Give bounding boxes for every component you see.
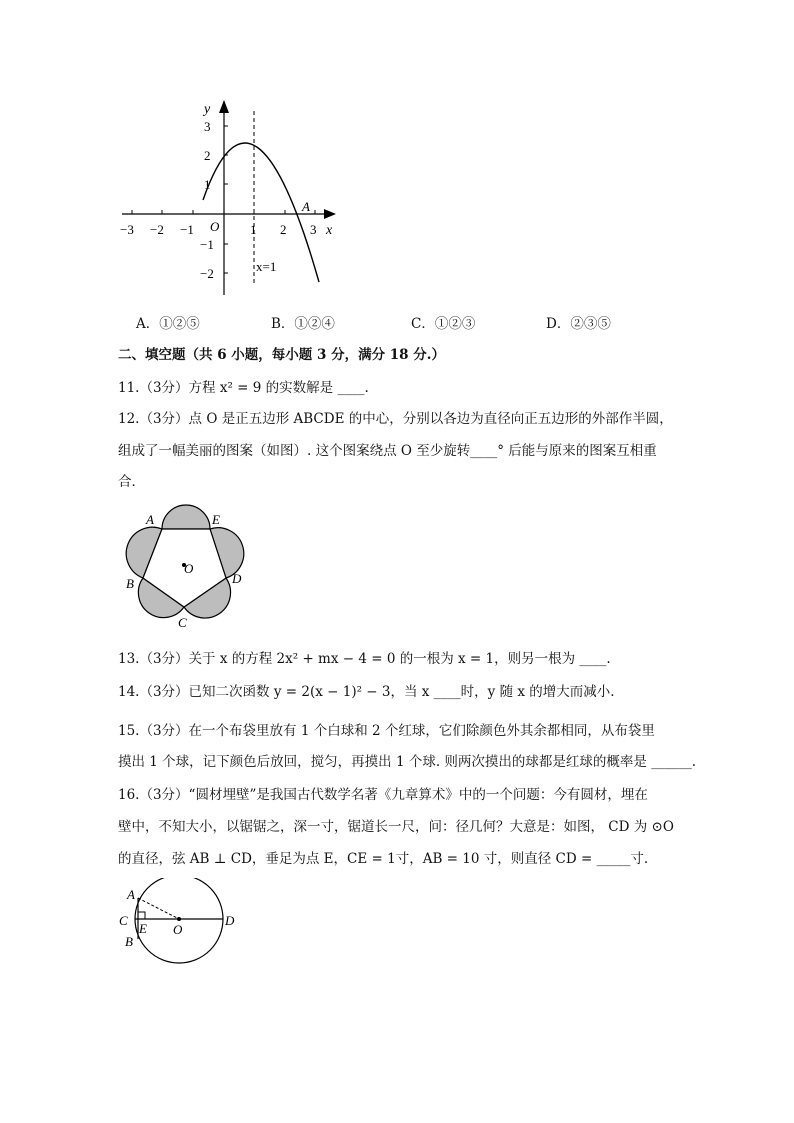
- circle-chord-figure: [115, 878, 245, 978]
- parabola-graph: [118, 95, 343, 300]
- x-tick: 2: [280, 222, 287, 237]
- x-tick: −1: [180, 222, 194, 237]
- flower-label-b: B: [126, 576, 134, 591]
- question-15-line1: 15.（3分）在一个布袋里放有 1 个白球和 2 个红球，它们除颜色外其余都相同，从布袋里: [118, 723, 655, 739]
- circle-label-a: A: [127, 887, 135, 902]
- section-heading: 二、填空题（共 6 小题，每小题 3 分，满分 18 分.）: [118, 347, 445, 363]
- option-c: C．①②③: [411, 316, 476, 332]
- question-11: 11.（3分）方程 x² = 9 的实数解是 ____.: [118, 380, 369, 396]
- circle-label-e: E: [139, 921, 147, 936]
- question-16-line2: 壁中，不知大小，以锯锯之，深一寸，锯道长一尺，问：径几何？大意是：如图， CD 为 ⊙O: [118, 819, 674, 835]
- question-15-line2: 摸出 1 个球，记下颜色后放回，搅匀，再摸出 1 个球. 则两次摸出的球都是红球的概率是 ______.: [118, 754, 697, 770]
- question-16-line1: 16.（3分）“圆材埋壁”是我国古代数学名著《九章算术》中的一个问题：今有圆材，埋在: [118, 787, 648, 803]
- x-tick: −3: [120, 222, 134, 237]
- flower-label-a: A: [146, 512, 154, 527]
- question-14: 14.（3分）已知二次函数 y = 2(x − 1)² − 3，当 x ____时，y 随 x 的增大而减小.: [118, 684, 615, 700]
- x-tick: −2: [150, 222, 164, 237]
- circle-label-b: B: [125, 934, 133, 949]
- question-16-line3: 的直径，弦 AB ⊥ CD，垂足为点 E，CE = 1寸，AB = 10 寸，则直径 CD = _____寸.: [118, 851, 649, 867]
- y-tick: 3: [204, 119, 211, 134]
- option-d: D．②③⑤: [546, 316, 611, 332]
- flower-label-d: D: [232, 571, 242, 586]
- flower-label-c: C: [178, 615, 187, 630]
- y-tick: 2: [204, 148, 211, 163]
- y-tick: −2: [200, 266, 214, 281]
- option-b: B．①②④: [271, 316, 335, 332]
- x-tick: 3: [310, 222, 317, 237]
- question-13: 13.（3分）关于 x 的方程 2x² + mx − 4 = 0 的一根为 x = 1，则另一根为 ____.: [118, 651, 611, 667]
- circle-label-c: C: [119, 913, 128, 928]
- question-12-line1: 12.（3分）点 O 是正五边形 ABCDE 的中心，分别以各边为直径向正五边形的外部作半圆，: [118, 411, 673, 427]
- point-a-label: A: [302, 199, 310, 214]
- y-axis-label: y: [204, 102, 211, 117]
- origin-label: O: [210, 219, 220, 234]
- question-12-line3: 合．: [118, 474, 145, 490]
- pentagon-flower-figure: [118, 500, 253, 630]
- option-a: A．①②⑤: [136, 316, 200, 332]
- flower-label-o: O: [184, 561, 194, 576]
- x-tick: 1: [250, 222, 257, 237]
- y-tick: 1: [204, 177, 211, 192]
- flower-label-e: E: [212, 512, 220, 527]
- question-12-line2: 组成了一幅美丽的图案（如图）. 这个图案绕点 O 至少旋转____° 后能与原来的图案互相重: [118, 443, 657, 459]
- circle-label-d: D: [225, 913, 235, 928]
- x-axis-label: x: [326, 223, 333, 238]
- y-tick: −1: [200, 237, 214, 252]
- symmetry-axis-label: x=1: [256, 259, 277, 274]
- circle-label-o: O: [173, 922, 183, 937]
